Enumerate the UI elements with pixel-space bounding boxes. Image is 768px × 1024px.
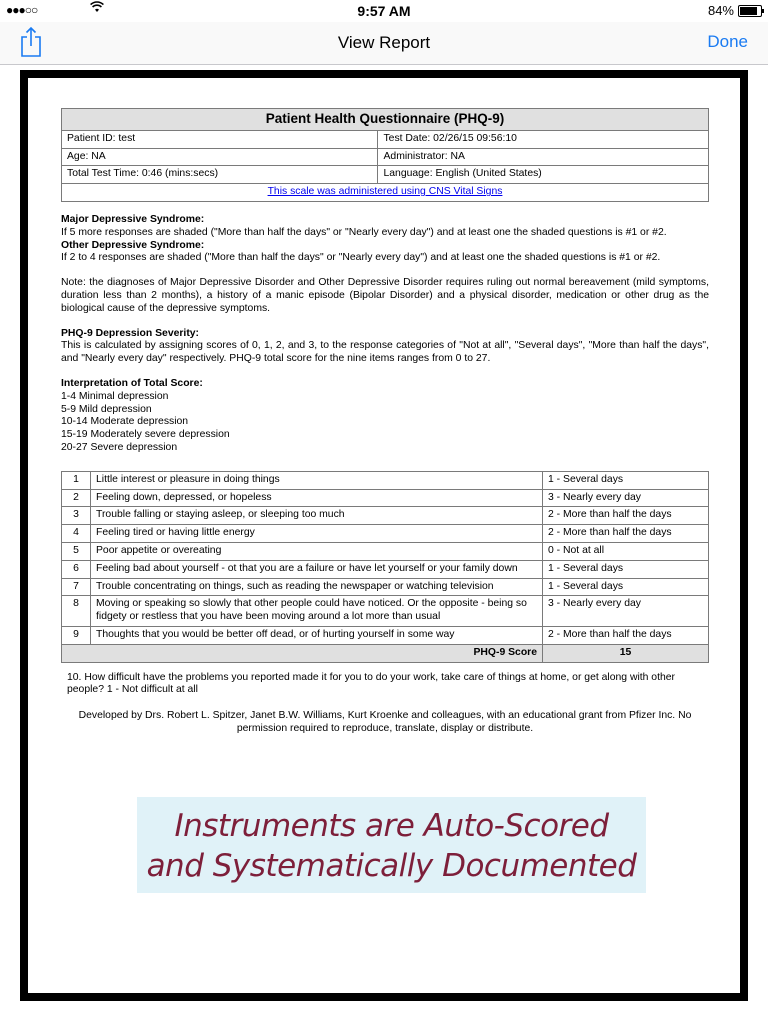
table-row bbox=[62, 471, 709, 489]
item-response: 1 - Several days bbox=[543, 578, 709, 596]
signal-strength-icon: ●●●○○ bbox=[6, 3, 38, 17]
item-question: Feeling down, depressed, or hopeless bbox=[91, 489, 543, 507]
item-response: 1 - Several days bbox=[543, 471, 709, 489]
severity-section bbox=[61, 328, 709, 366]
other-syndrome-text: If 2 to 4 responses are shaded ("More than half the days" or "Nearly every day") and at least one the shaded questions is #1 or #2. bbox=[61, 252, 661, 264]
total-test-time: Total Test Time: 0:46 (mins:secs) bbox=[62, 166, 378, 184]
interpretation-item: 10-14 Moderate depression bbox=[61, 416, 189, 428]
item-question: Trouble concentrating on things, such as reading the newspaper or watching television bbox=[91, 578, 543, 596]
developed-by-credit: Developed by Drs. Robert L. Spitzer, Janet B.W. Williams, Kurt Kroenke and colleagues, with an educational grant from Pfizer Inc. No permission required to reproduce, translate, display or distribute. bbox=[78, 710, 692, 734]
table-row bbox=[62, 560, 709, 578]
table-row bbox=[62, 507, 709, 525]
item-response: 2 - More than half the days bbox=[543, 507, 709, 525]
battery-percentage: 84% bbox=[707, 3, 734, 18]
syndrome-criteria bbox=[61, 214, 709, 265]
caption-banner bbox=[137, 797, 646, 893]
report-title: Patient Health Questionnaire (PHQ-9) bbox=[62, 109, 709, 131]
table-row bbox=[62, 542, 709, 560]
patient-id: Patient ID: test bbox=[62, 130, 378, 148]
item-number: 5 bbox=[62, 542, 91, 560]
item-number: 9 bbox=[62, 626, 91, 644]
item-number: 8 bbox=[62, 596, 91, 627]
item-number: 1 bbox=[62, 471, 91, 489]
item-response: 2 - More than half the days bbox=[543, 525, 709, 543]
item-response: 3 - Nearly every day bbox=[543, 489, 709, 507]
item-response: 0 - Not at all bbox=[543, 542, 709, 560]
interpretation-section bbox=[61, 378, 709, 455]
item-question: Poor appetite or overeating bbox=[91, 542, 543, 560]
battery-icon bbox=[738, 5, 762, 17]
patient-age: Age: NA bbox=[62, 148, 378, 166]
item-response: 1 - Several days bbox=[543, 560, 709, 578]
severity-heading: PHQ-9 Depression Severity: bbox=[61, 327, 200, 339]
interpretation-item: 5-9 Mild depression bbox=[61, 403, 152, 415]
phq9-items-table bbox=[61, 471, 709, 663]
interpretation-item: 20-27 Severe depression bbox=[61, 441, 178, 453]
interpretation-heading: Interpretation of Total Score: bbox=[61, 377, 203, 389]
severity-text: This is calculated by assigning scores of 0, 1, 2, and 3, to the response categories of "Not at all", "Several days", "More than half the days", and "Nearly every day" respectively. PHQ-9 total score for the nine items ranges from 0 to 27. bbox=[61, 340, 709, 365]
score-label: PHQ-9 Score bbox=[62, 644, 543, 662]
item-question: Trouble falling or staying asleep, or sleeping too much bbox=[91, 507, 543, 525]
test-date: Test Date: 02/26/15 09:56:10 bbox=[378, 130, 709, 148]
banner-caption bbox=[137, 806, 646, 886]
report-header-table bbox=[61, 108, 709, 202]
item-number: 7 bbox=[62, 578, 91, 596]
question-10: 10. How difficult have the problems you reported made it for you to do your work, take care of things at home, or get along with other people? 1 - Not difficult at all bbox=[67, 671, 675, 696]
test-language: Language: English (United States) bbox=[378, 166, 709, 184]
clock-time: 9:57 AM bbox=[357, 3, 411, 19]
major-syndrome-heading: Major Depressive Syndrome: bbox=[61, 213, 205, 225]
item-number: 3 bbox=[62, 507, 91, 525]
item-number: 6 bbox=[62, 560, 91, 578]
administrator: Administrator: NA bbox=[378, 148, 709, 166]
item-number: 2 bbox=[62, 489, 91, 507]
table-row bbox=[62, 489, 709, 507]
item-response: 3 - Nearly every day bbox=[543, 596, 709, 627]
table-row bbox=[62, 626, 709, 644]
item-question: Thoughts that you would be better off dead, or of hurting yourself in some way bbox=[91, 626, 543, 644]
interpretation-item: 15-19 Moderately severe depression bbox=[61, 429, 230, 441]
diagnosis-note: Note: the diagnoses of Major Depressive Disorder and Other Depressive Disorder requires ruling out normal bereavement (mild symptoms, duration less than 2 months), a history of a manic episode (Bipolar Disorder) and a physical disorder, medication or other drug as the biological cause of the depressive symptoms. bbox=[61, 277, 709, 314]
item-question: Moving or speaking so slowly that other people could have noticed. Or the opposite - being so fidgety or restless that you have been moving around a lot more than usual bbox=[91, 596, 543, 627]
item-number: 4 bbox=[62, 525, 91, 543]
status-bar bbox=[0, 0, 768, 22]
score-value: 15 bbox=[543, 644, 709, 662]
done-button[interactable]: Done bbox=[707, 32, 748, 51]
table-row bbox=[62, 525, 709, 543]
navigation-bar bbox=[0, 22, 768, 65]
banner-line-2: and Systematically Documented bbox=[146, 848, 637, 884]
table-row bbox=[62, 596, 709, 627]
report-document bbox=[61, 108, 709, 736]
banner-line-1: Instruments are Auto-Scored bbox=[174, 808, 609, 844]
other-syndrome-heading: Other Depressive Syndrome: bbox=[61, 239, 205, 251]
score-row bbox=[62, 644, 709, 662]
item-question: Feeling bad about yourself - ot that you are a failure or have let yourself or your family down bbox=[91, 560, 543, 578]
cns-vital-signs-link[interactable]: This scale was administered using CNS Vital Signs bbox=[62, 184, 709, 202]
item-response: 2 - More than half the days bbox=[543, 626, 709, 644]
item-question: Feeling tired or having little energy bbox=[91, 525, 543, 543]
major-syndrome-text: If 5 more responses are shaded ("More than half the days" or "Nearly every day") and at least one the shaded questions is #1 or #2. bbox=[61, 226, 667, 238]
table-row bbox=[62, 578, 709, 596]
interpretation-item: 1-4 Minimal depression bbox=[61, 390, 169, 402]
page-title: View Report bbox=[337, 33, 431, 52]
item-question: Little interest or pleasure in doing things bbox=[91, 471, 543, 489]
